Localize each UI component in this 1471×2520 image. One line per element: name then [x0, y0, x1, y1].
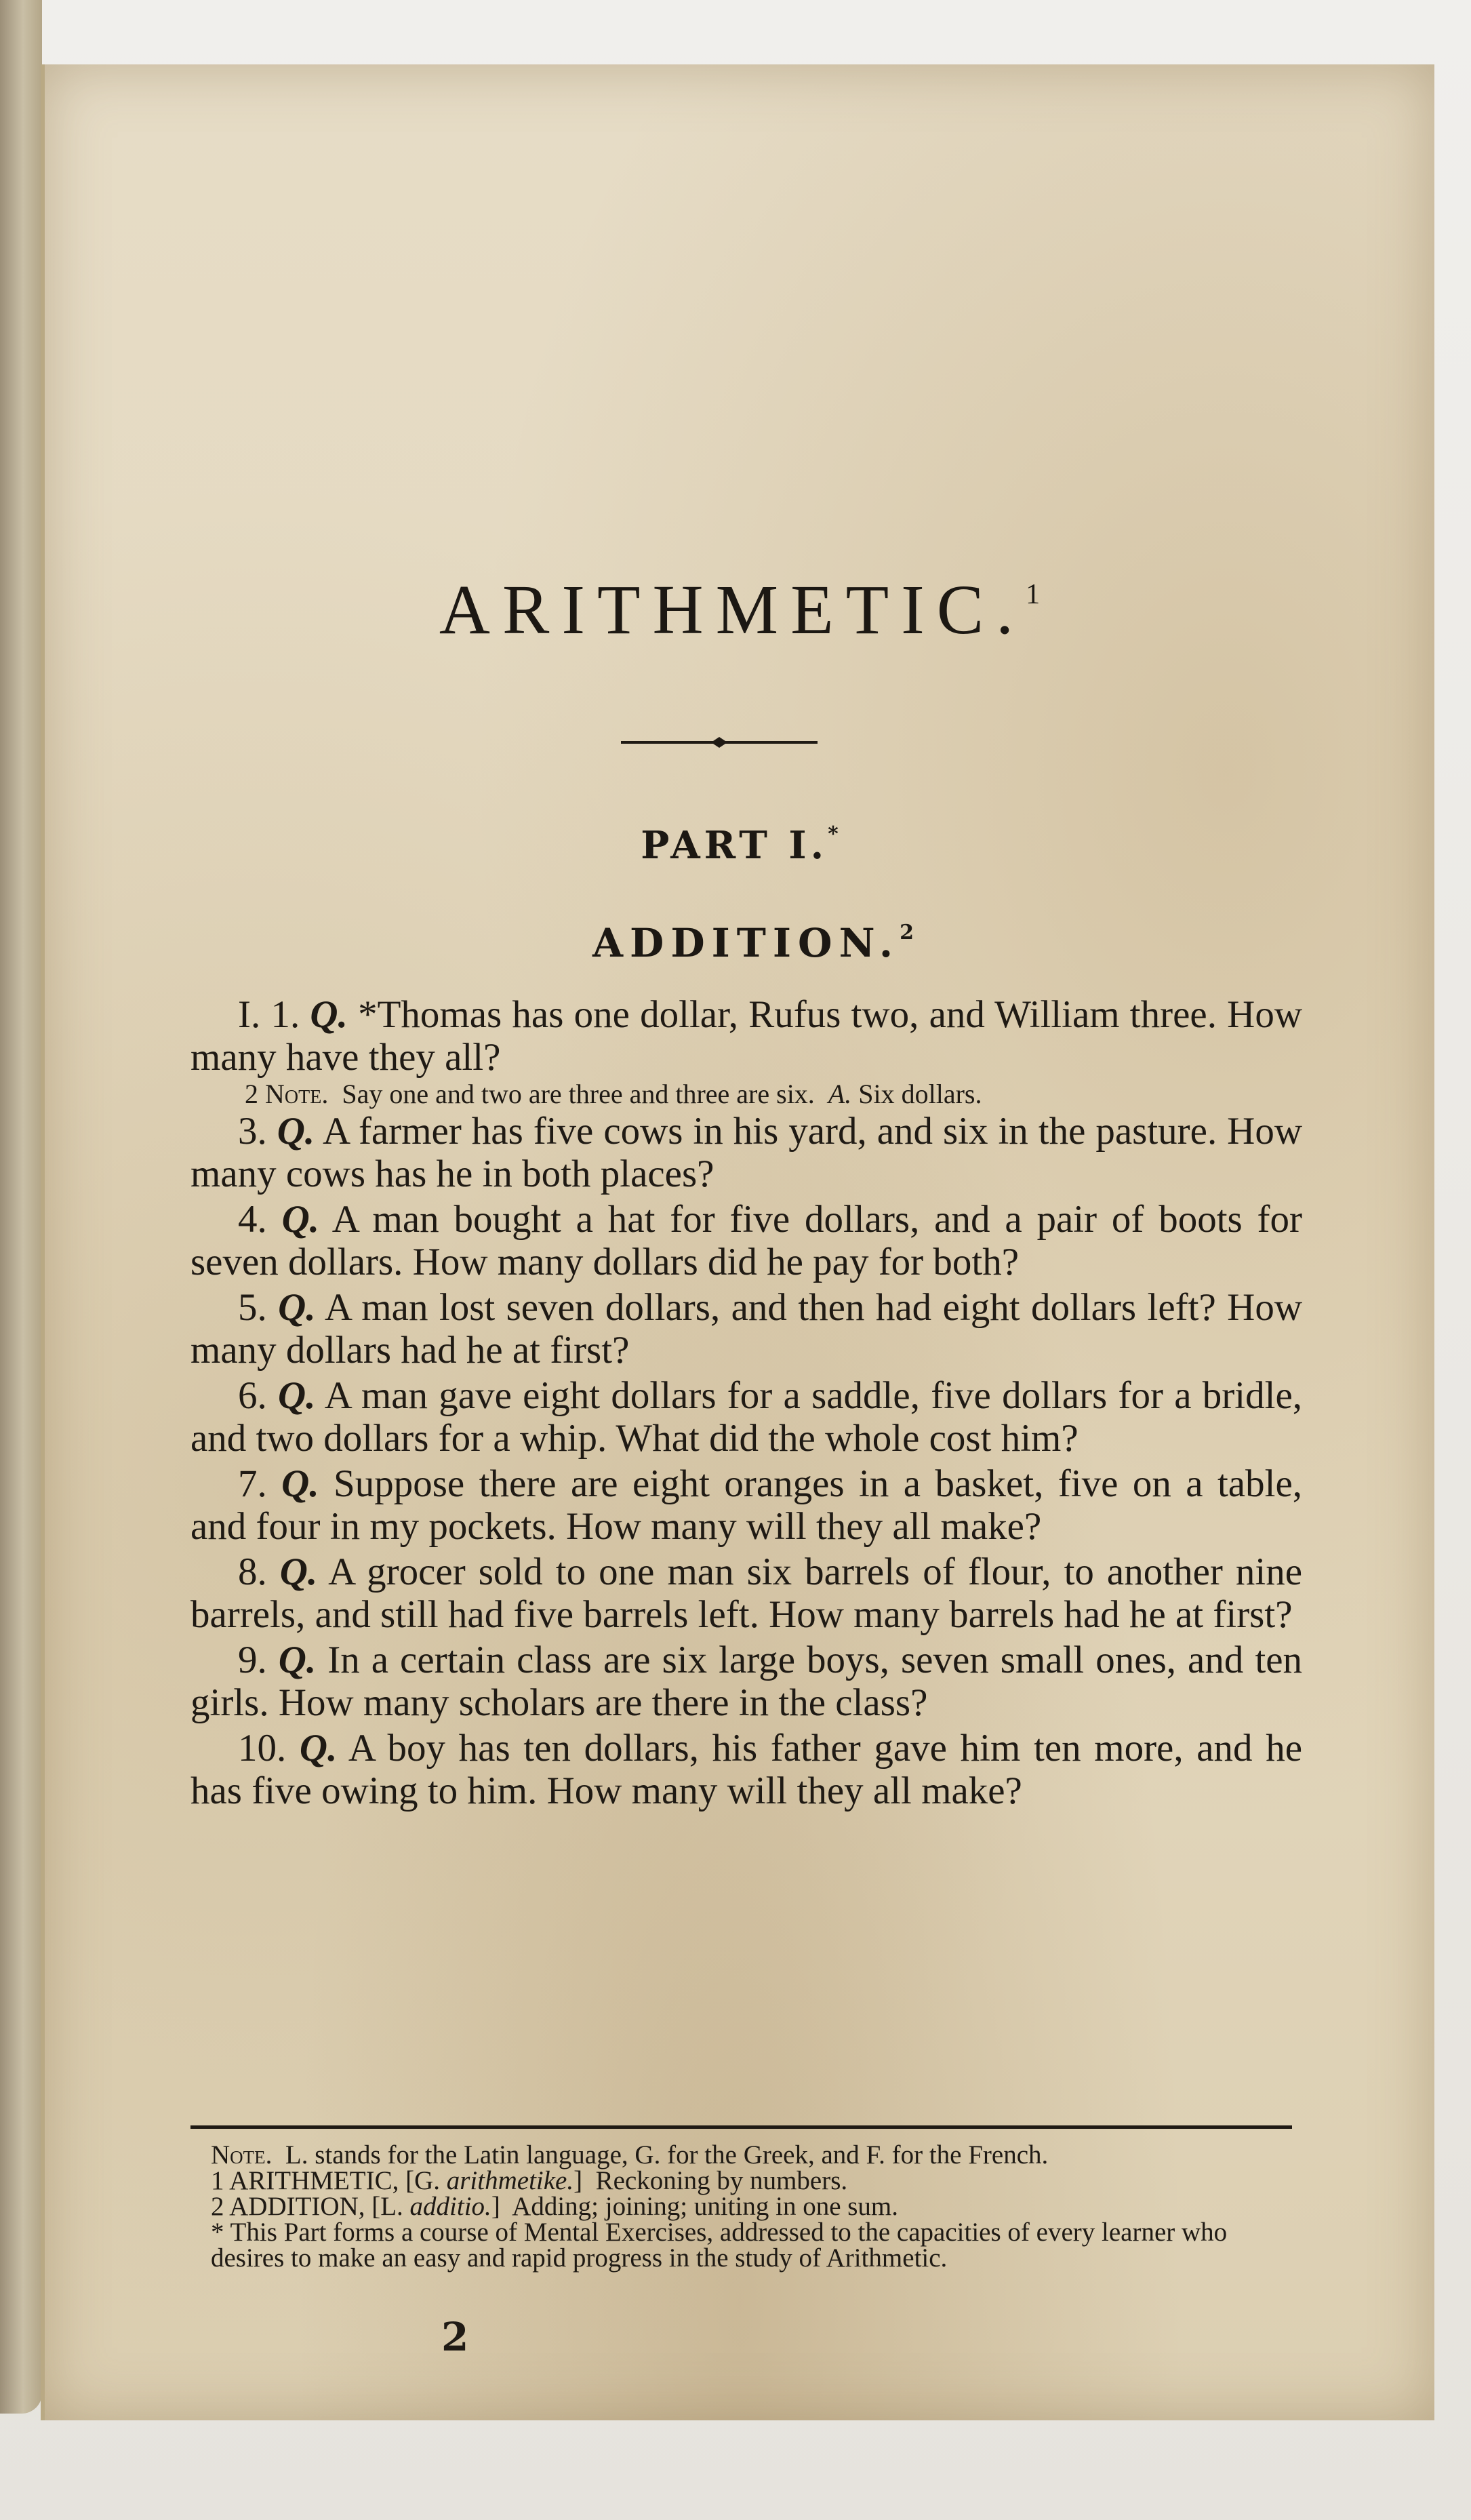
question-text: A man lost seven dollars, and then had eight dollars left? How many dollars had he at first? — [190, 1286, 1303, 1372]
page-title — [45, 569, 1434, 650]
footnote-note-label: Note. — [211, 2140, 273, 2169]
question-label: Q. — [299, 1727, 338, 1769]
question-label: Q. — [278, 1374, 316, 1417]
footnote-divider — [190, 2125, 1292, 2129]
footnote-1-definition: Reckoning by numbers. — [595, 2166, 848, 2195]
question-label: Q. — [281, 1198, 319, 1241]
question-text: A boy has ten dollars, his father gave him ten more, and he has five owing to him. How many will they all make? — [190, 1727, 1303, 1812]
questions-body — [190, 993, 1302, 1812]
answer-label: A. — [828, 1079, 852, 1109]
footnote-2-definition: Adding; joining; uniting in one sum. — [512, 2192, 899, 2221]
question-number: 5. — [238, 1286, 267, 1329]
title-footnote-mark: 1 — [1026, 579, 1041, 610]
question-label: Q. — [278, 1286, 316, 1329]
answer-text: Six dollars. — [858, 1079, 982, 1109]
question-10 — [190, 1727, 1302, 1812]
question-label: Q. — [279, 1551, 318, 1593]
book-page — [41, 64, 1434, 2420]
question-9 — [190, 1639, 1302, 1724]
question-5 — [190, 1286, 1302, 1372]
page-number: 2 — [441, 2314, 469, 2360]
footnote-1-mark: 1 — [211, 2166, 224, 2195]
question-label: Q. — [277, 1110, 315, 1153]
note-text: Say one and two are three and three are six. — [342, 1079, 815, 1109]
question-3 — [190, 1110, 1302, 1195]
section-heading — [45, 920, 1434, 966]
footnote-1-word: arithmetike. — [446, 2166, 574, 2195]
footnote-1-term: ARITHMETIC, — [229, 2166, 399, 2195]
question-8 — [190, 1551, 1302, 1636]
question-number: 7. — [238, 1462, 267, 1505]
question-number: 6. — [238, 1374, 267, 1417]
question-6 — [190, 1374, 1302, 1460]
part-footnote-mark: * — [828, 822, 839, 846]
part-text: PART I. — [641, 823, 828, 868]
question-label: Q. — [281, 1462, 319, 1505]
question-text: A man gave eight dollars for a saddle, five dollars for a bridle, and two dollars for a whip. What did the whole cost him? — [190, 1374, 1303, 1460]
footnote-2-word: additio. — [409, 2192, 491, 2221]
footnote-2 — [184, 2194, 1295, 2220]
footnote-2-close: ] — [491, 2192, 500, 2221]
question-text: *Thomas has one dollar, Rufus two, and William three. How many have they all? — [190, 993, 1303, 1079]
footnote-2-term: ADDITION, — [229, 2192, 365, 2221]
section-footnote-mark: 2 — [900, 921, 914, 944]
footnote-note — [184, 2142, 1295, 2168]
footnote-note-text: L. stands for the Latin language, G. for the Greek, and F. for the French. — [285, 2140, 1049, 2169]
title-text: ARITHMETIC. — [439, 571, 1026, 649]
section-text: ADDITION. — [592, 920, 900, 966]
question-number: I. 1. — [238, 993, 300, 1036]
footnote-3: * This Part forms a course of Mental Exercises, addressed to the capacities of every learner who desires to make an easy and rapid progress in the study of Arithmetic. — [211, 2218, 1228, 2273]
footnotes — [184, 2142, 1295, 2271]
question-text: Suppose there are eight oranges in a basket, five on a table, and four in my pockets. How many will they all make? — [190, 1462, 1302, 1548]
question-number: 10. — [238, 1727, 287, 1769]
question-number: 8. — [238, 1551, 267, 1593]
footnote-1-open: [G. — [405, 2166, 440, 2195]
question-label: Q. — [310, 993, 348, 1036]
question-text: A grocer sold to one man six barrels of flour, to another nine barrels, and still had five barrels left. How many barrels had he at first? — [190, 1551, 1303, 1636]
note-line — [190, 1079, 1302, 1110]
footnote-1 — [184, 2168, 1295, 2194]
part-heading — [45, 822, 1434, 868]
footnote-2-open: [L. — [371, 2192, 403, 2221]
question-text: In a certain class are six large boys, seven small ones, and ten girls. How many scholars are there in the class? — [190, 1639, 1303, 1724]
question-number: 3. — [238, 1110, 267, 1153]
question-number: 9. — [238, 1639, 267, 1681]
note-prefix: 2 Note. — [245, 1079, 329, 1109]
question-text: A man bought a hat for five dollars, and a pair of boots for seven dollars. How many dollars did he pay for both? — [190, 1198, 1302, 1283]
question-4 — [190, 1198, 1302, 1283]
question-number: 4. — [238, 1198, 267, 1241]
question-text: A farmer has five cows in his yard, and six in the pasture. How many cows has he in both places? — [190, 1110, 1303, 1195]
question-1 — [190, 993, 1302, 1079]
footnote-1-close: ] — [573, 2166, 583, 2195]
ornament-divider — [621, 736, 818, 749]
question-7 — [190, 1462, 1302, 1548]
book-spine — [0, 0, 42, 2414]
footnote-2-mark: 2 — [211, 2192, 224, 2221]
question-label: Q. — [278, 1639, 317, 1681]
